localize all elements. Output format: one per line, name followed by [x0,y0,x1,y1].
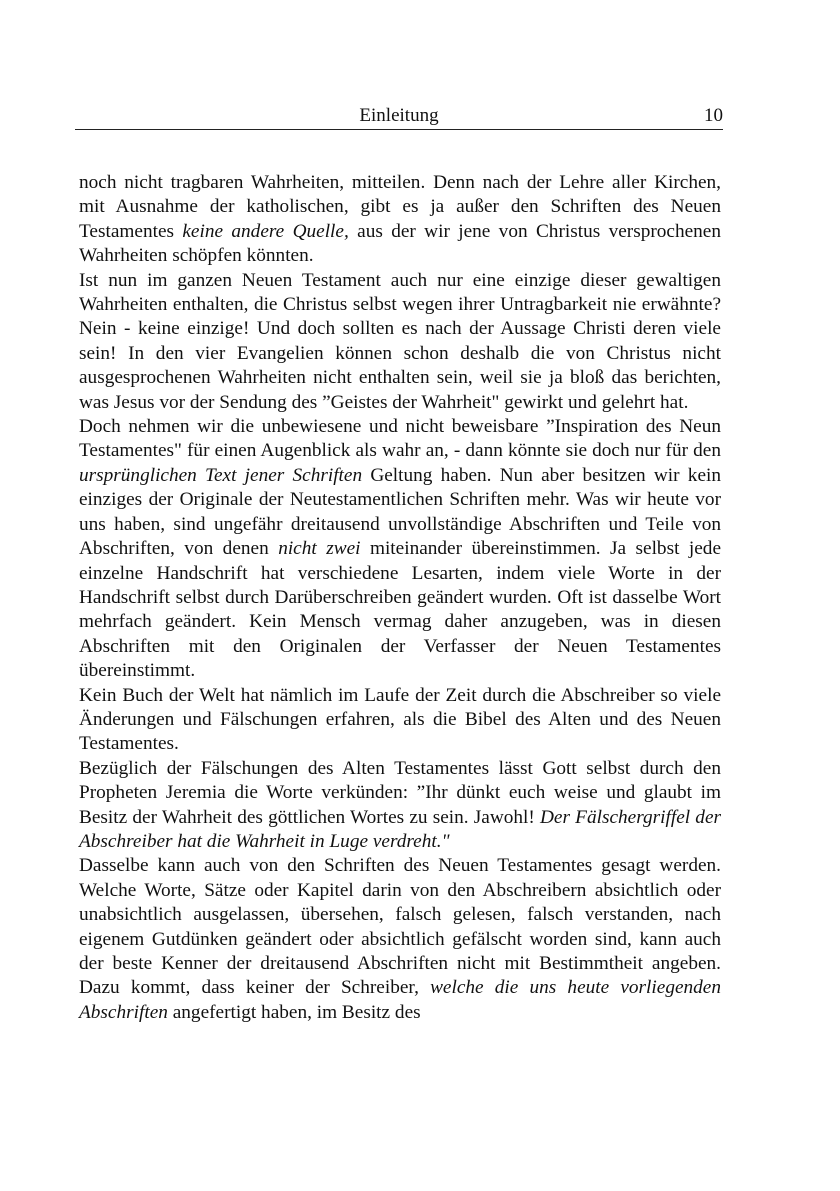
paragraph [79,269,721,415]
paragraph [79,415,721,683]
page-number: 10 [704,105,723,126]
emphasized-text: Der Fälschergriffel der Abschreiber hat die Wahrheit in Luge verdreht." [79,806,722,852]
chapter-title: Einleitung [359,105,439,126]
page-header [75,103,723,130]
text-segment: Geltung haben. Nun aber besitzen wir kein einziges der Originale der Neutestamentlichen Schriften mehr. Was wir heute vor uns haben, sind ungefähr dreitausend unvollständige Abschriften und Teile von Abschriften, von denen [79,464,721,560]
text-segment: noch nicht tragbaren Wahrheiten, mitteilen. Denn nach der Lehre aller Kirchen, mit Ausnahme der katholischen, gibt es ja außer den Schriften des Neuen Testamentes [79,172,721,242]
text-segment: aus der wir jene von Christus versprochenen Wahrheiten schöpfen könnten. [79,220,721,267]
text-segment: Bezüglich der Fälschungen des Alten Testamentes lässt Gott selbst durch den Propheten Jeremia die Worte verkünden: ”Ihr dünkt euch weise und glaubt im Besitz der Wahrheit des göttlichen Wortes zu sein. Jawohl! [79,757,721,828]
text-segment: Ist nun im ganzen Neuen Testament auch nur eine einzige dieser gewaltigen Wahrheiten enthalten, die Christus selbst wegen ihrer Untragbarkeit nie erwähnte? Nein - keine einzige! Und doch sollten es nach der Aussage Christi deren viele sein! In den vier Evangelien können schon deshalb die von Christus nicht ausgesprochenen Wahrheiten nicht enthalten sein, weil sie ja bloß das berichten, was Jesus vor der Sendung des ”Geistes der Wahrheit" gewirkt und gelehrt hat. [79,269,721,413]
emphasized-text: ursprünglichen Text jener Schriften [79,464,363,486]
emphasized-text: nicht zwei [278,538,361,560]
emphasized-text: keine andere Quelle, [182,220,349,242]
text-segment: Doch nehmen wir die unbewiesene und nicht beweisbare ”Inspiration des Neun Testamentes" für einen Augenblick als wahr an, - dann könnte sie doch nur für den [79,416,721,462]
text-segment: miteinander übereinstimmen. Ja selbst jede einzelne Handschrift hat verschiedene Lesarten, indem viele Worte in der Handschrift selbst durch Darüberschreiben geändert wurden. Oft ist dasselbe Wort mehrfach geändert. Kein Mensch vermag daher anzugeben, was in diesen Abschriften mit den Originalen der Verfasser der Neuen Testamentes übereinstimmt. [79,538,722,682]
paragraph [79,684,721,757]
body-text [79,171,721,1025]
paragraph [79,757,721,855]
emphasized-text: welche die uns heute vorliegenden Abschriften [79,977,722,1023]
text-segment: Kein Buch der Welt hat nämlich im Laufe der Zeit durch die Abschreiber so viele Änderungen und Fälschungen erfahren, als die Bibel des Alten und des Neuen Testamentes. [79,684,721,755]
paragraph [79,854,721,1025]
paragraph [79,171,721,269]
text-segment: Dasselbe kann auch von den Schriften des Neuen Testamentes gesagt werden. Welche Worte, Sätze oder Kapitel darin von den Abschreibern absichtlich oder unabsichtlich ausgelassen, übersehen, falsch gelesen, falsch verstanden, nach eigenem Gutdünken geändert oder absichtlich gefälscht worden sind, kann auch der beste Kenner der dreitausend Abschriften nicht mit Bestimmtheit angeben. Dazu kommt, dass keiner der Schreiber, [79,855,721,999]
text-segment: angefertigt haben, im Besitz des [167,1001,421,1023]
